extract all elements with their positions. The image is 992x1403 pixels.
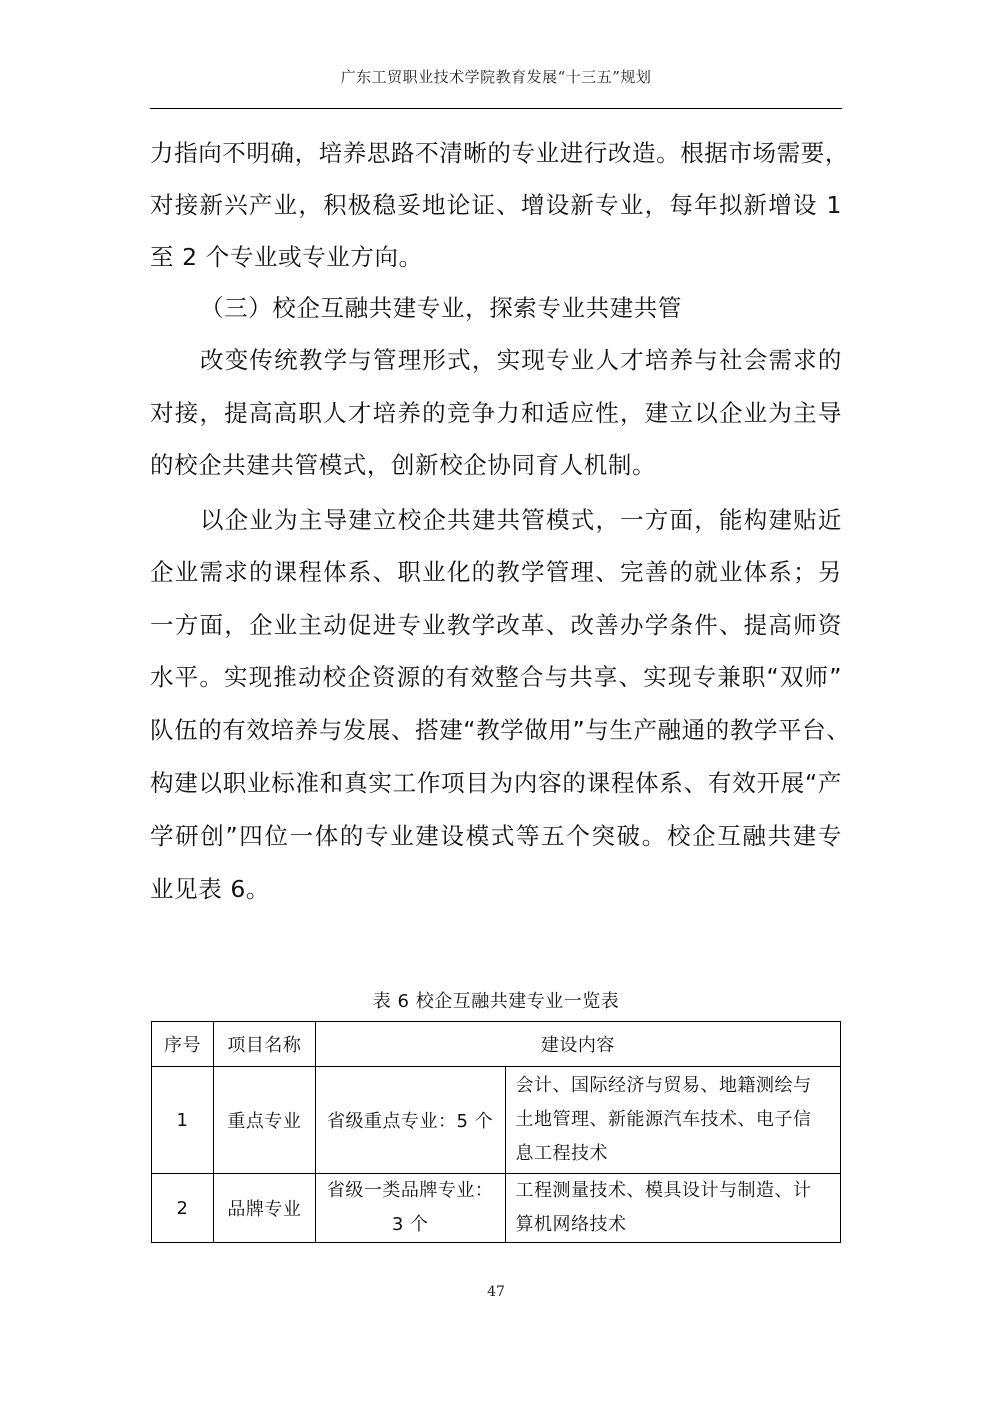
body-line: 水平。实现推动校企资源的有效整合与共享、实现专兼职“双师” xyxy=(150,663,842,691)
body-line: 对接新兴产业，积极稳妥地论证、增设新专业，每年拟新增设 1 xyxy=(150,191,842,219)
row-project-name: 重点专业 xyxy=(213,1067,315,1174)
section-heading: （三）校企互融共建专业，探索专业共建共管 xyxy=(200,294,682,322)
body-line: 至 2 个专业或专业方向。 xyxy=(150,243,423,271)
body-line: 业见表 6。 xyxy=(150,875,271,903)
body-line: 改变传统教学与管理形式，实现专业人才培养与社会需求的 xyxy=(200,346,842,374)
body-line: 队伍的有效培养与发展、搭建“教学做用”与生产融通的教学平台、 xyxy=(150,716,851,744)
body-line: 对接，提高高职人才培养的竞争力和适应性，建立以企业为主导 xyxy=(150,399,842,427)
body-line: 一方面，企业主动促进专业教学改革、改善办学条件、提高师资 xyxy=(150,611,842,639)
row-detail xyxy=(505,1174,840,1243)
detail-line: 会计、国际经济与贸易、地籍测绘与 xyxy=(515,1075,812,1096)
body-line: 学研创”四位一体的专业建设模式等五个突破。校企互融共建专 xyxy=(150,822,842,850)
table-header-row xyxy=(152,1022,841,1067)
header-project-name: 项目名称 xyxy=(213,1022,315,1067)
detail-line: 工程测量技术、模具设计与制造、计 xyxy=(515,1180,812,1201)
header-content: 建设内容 xyxy=(315,1022,840,1067)
row-category xyxy=(315,1174,505,1243)
body-line: 构建以职业标准和真实工作项目为内容的课程体系、有效开展“产 xyxy=(150,769,842,797)
cooperation-table xyxy=(151,1021,841,1243)
table-caption: 表 6 校企互融共建专业一览表 xyxy=(372,991,620,1012)
header-serial: 序号 xyxy=(152,1022,214,1067)
row-serial: 2 xyxy=(152,1174,214,1243)
detail-line: 土地管理、新能源汽车技术、电子信 xyxy=(515,1109,812,1130)
row-project-name: 品牌专业 xyxy=(213,1174,315,1243)
row-category: 省级重点专业：5 个 xyxy=(315,1067,505,1174)
row-detail xyxy=(505,1067,840,1174)
detail-line: 息工程技术 xyxy=(515,1143,609,1164)
category-line: 3 个 xyxy=(391,1214,429,1235)
row-serial: 1 xyxy=(152,1067,214,1174)
table-row xyxy=(152,1174,841,1243)
body-line: 企业需求的课程体系、职业化的教学管理、完善的就业体系；另 xyxy=(150,558,842,586)
page-number: 47 xyxy=(487,1284,505,1300)
body-line: 的校企共建共管模式，创新校企协同育人机制。 xyxy=(150,451,657,479)
body-line: 以企业为主导建立校企共建共管模式，一方面，能构建贴近 xyxy=(200,506,842,534)
running-header: 广东工贸职业技术学院教育发展“十三五”规划 xyxy=(340,68,652,86)
table-row xyxy=(152,1067,841,1174)
category-line: 省级一类品牌专业： xyxy=(326,1180,494,1201)
header-rule xyxy=(150,108,842,109)
detail-line: 算机网络技术 xyxy=(515,1214,627,1235)
body-line: 力指向不明确，培养思路不清晰的专业进行改造。根据市场需要， xyxy=(150,139,849,167)
